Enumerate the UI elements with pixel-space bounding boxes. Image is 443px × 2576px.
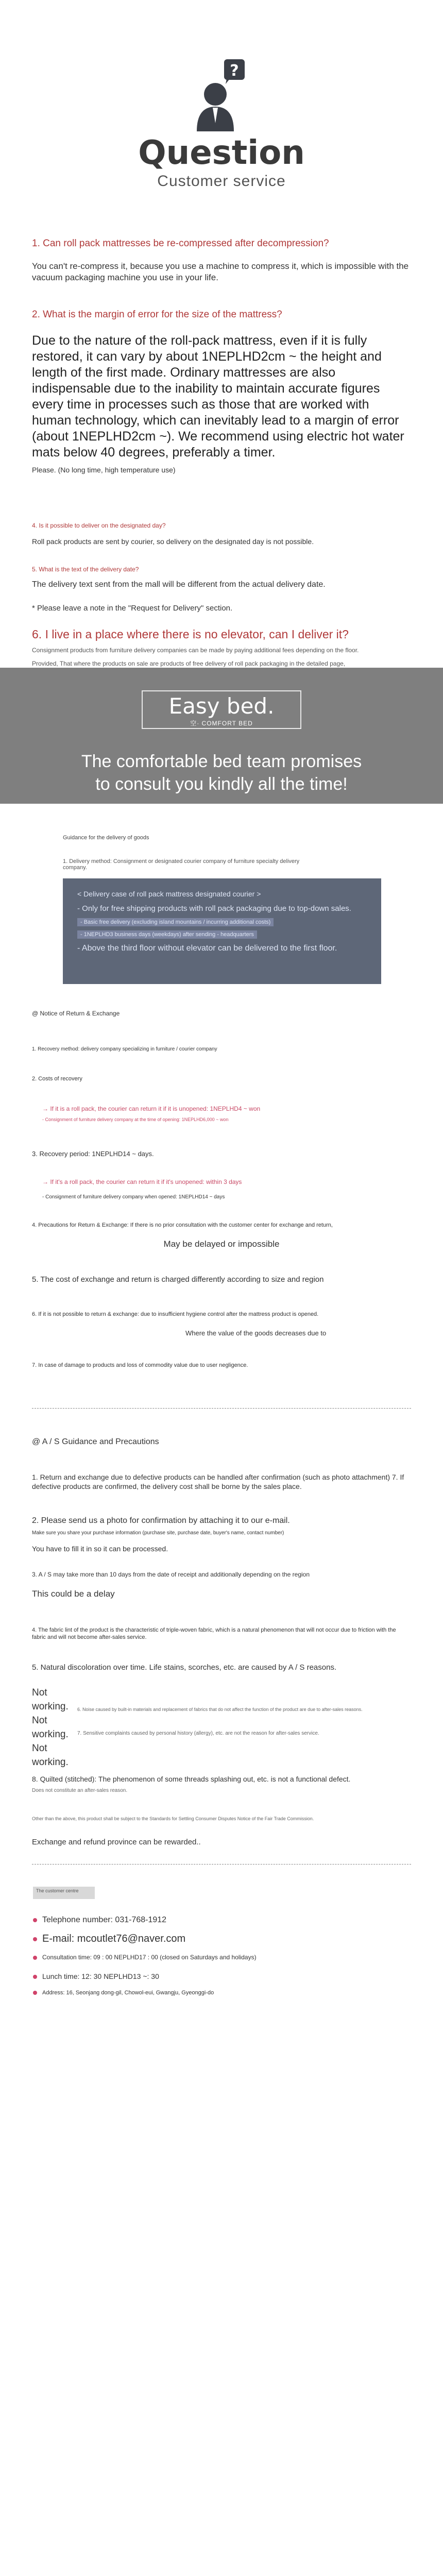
page-title: Question bbox=[138, 134, 305, 172]
faq-question: 2. What is the margin of error for the size of the mattress? bbox=[32, 309, 282, 320]
returns-item: 1. Recovery method: delivery company specializing in furniture / courier company bbox=[32, 1046, 217, 1052]
not-working-text: Not bbox=[32, 1715, 47, 1726]
not-working-text: Not bbox=[32, 1743, 47, 1754]
as-item: Exchange and refund province can be rewarded.. bbox=[32, 1838, 201, 1846]
question-person-icon bbox=[196, 59, 247, 131]
contact-phone bbox=[33, 1916, 166, 1925]
section-divider bbox=[32, 1864, 411, 1865]
returns-item: 4. Precautions for Return & Exchange: If there is no prior consultation with the customer center for exchange and return, bbox=[32, 1222, 333, 1228]
returns-title: @ Notice of Return & Exchange bbox=[32, 1010, 120, 1017]
faq-note: * Please leave a note in the "Request for Delivery" section. bbox=[32, 604, 233, 613]
returns-item: 6. If it is not possible to return & exchange: due to insufficient hygiene control after the mattress product is opened. bbox=[32, 1311, 319, 1317]
brand-subtitle: 空· COMFORT BED bbox=[190, 720, 253, 727]
delivery-method: 1. Delivery method: Consignment or designated courier company of furniture specialty delivery company. bbox=[63, 858, 300, 871]
contact-phone-text: Telephone number: 031-768-1912 bbox=[42, 1916, 167, 1924]
as-item: Does not constitute an after-sales reason. bbox=[32, 1788, 128, 1793]
returns-item: - Consignment of furniture delivery company at the time of opening: 1NEPLHD6,000 ~ won bbox=[42, 1117, 229, 1122]
faq-note: Please. (No long time, high temperature use) bbox=[32, 466, 176, 474]
returns-item: 5. The cost of exchange and return is charged differently according to size and region bbox=[32, 1275, 324, 1284]
bullet-icon bbox=[33, 1956, 37, 1960]
section-divider bbox=[32, 1408, 411, 1409]
delivery-guidance-label: Guidance for the delivery of goods bbox=[63, 835, 149, 841]
banner-line-2: to consult you kindly all the time! bbox=[95, 774, 348, 794]
as-item: 5. Natural discoloration over time. Life stains, scorches, etc. are caused by A / S reasons. bbox=[32, 1663, 337, 1672]
delivery-item: - Only for free shipping products with roll pack packaging due to top-down sales. bbox=[77, 904, 351, 913]
faq-answer: Due to the nature of the roll-pack mattress, even if it is fully restored, it can vary by about 1NEPLHD2cm ~ the height and length of the first made. Ordinary mattresses are also indispensable due to the inability to maintain accurate figures every time in processes such as those that are worked with human technology, which can inevitably lead to a margin of error (about 1NEPLHD2cm ~). We recommend using electric hot water mats below 40 degrees, preferably a timer. bbox=[32, 333, 404, 460]
as-item: 2. Please send us a photo for confirmation by attaching it to our e-mail. bbox=[32, 1516, 290, 1525]
page-subtitle: Customer service bbox=[157, 173, 286, 190]
returns-item: - Consignment of furniture delivery company when opened: 1NEPLHD14 ~ days bbox=[42, 1194, 225, 1200]
customer-center-label: The customer centre bbox=[33, 1887, 95, 1899]
contact-address-text: Address: 16, Seonjang dong-gil, Chowol-eui, Gwangju, Gyeonggi-do bbox=[42, 1990, 214, 1996]
delivery-item: - 1NEPLHD3 business days (weekdays) after sending - headquarters bbox=[77, 930, 257, 939]
faq-answer: You can't re-compress it, because you use a machine to compress it, which is impossible with the vacuum packaging machine you use in your life. bbox=[32, 261, 409, 282]
faq-question: 4. Is it possible to deliver on the designated day? bbox=[32, 522, 166, 529]
returns-item: → If it is a roll pack, the courier can return it if it is unopened: 1NEPLHD4 ~ won bbox=[42, 1105, 261, 1112]
customer-service-header bbox=[0, 0, 443, 190]
as-item: 6. Noise caused by built-in materials and replacement of fabrics that do not affect the function of the product are due to after-sales reasons. bbox=[77, 1707, 363, 1712]
returns-item: 3. Recovery period: 1NEPLHD14 ~ days. bbox=[32, 1150, 154, 1158]
not-working-list bbox=[32, 1686, 69, 1769]
delivery-guidance-box bbox=[63, 878, 381, 984]
banner-line-1: The comfortable bed team promises bbox=[81, 752, 362, 771]
faq-item-4 bbox=[0, 522, 443, 546]
faq-item-2 bbox=[0, 309, 443, 474]
bullet-icon bbox=[33, 1937, 37, 1941]
contact-hours-text: Consultation time: 09 : 00 NEPLHD17 : 00 (closed on Saturdays and holidays) bbox=[42, 1954, 257, 1961]
returns-item: 7. In case of damage to products and loss of commodity value due to user negligence. bbox=[32, 1362, 248, 1368]
as-item: 3. A / S may take more than 10 days from the date of receipt and additionally depending on the region bbox=[32, 1571, 310, 1578]
faq-question: 6. I live in a place where there is no elevator, can I deliver it? bbox=[32, 628, 349, 641]
not-working-text: working. bbox=[32, 1757, 69, 1768]
not-working-text: working. bbox=[32, 1701, 69, 1712]
as-item: You have to fill it in so it can be processed. bbox=[32, 1545, 168, 1553]
not-working-text: Not bbox=[32, 1687, 47, 1698]
svg-text:?: ? bbox=[230, 62, 239, 80]
contact-hours bbox=[33, 1954, 257, 1961]
bullet-icon bbox=[33, 1991, 37, 1995]
returns-item: 2. Costs of recovery bbox=[32, 1076, 82, 1082]
faq-sub: Provided, That where the products on sale are products of free delivery of roll pack packaging in the detailed page, bbox=[32, 660, 346, 667]
faq-sub: Consignment products from furniture delivery companies can be made by paying additional fees depending on the floor. bbox=[32, 647, 359, 654]
faq-answer: The delivery text sent from the mall will be different from the actual delivery date. bbox=[32, 580, 326, 589]
returns-item: → If it's a roll pack, the courier can return it if it's unopened: within 3 days bbox=[42, 1178, 242, 1185]
banner-promise bbox=[0, 750, 443, 795]
as-item: This could be a delay bbox=[32, 1589, 115, 1599]
returns-item: May be delayed or impossible bbox=[163, 1239, 280, 1249]
returns-item: Where the value of the goods decreases due to bbox=[185, 1329, 327, 1337]
contact-address bbox=[33, 1990, 214, 1996]
faq-item-1 bbox=[0, 238, 443, 283]
faq-question: 5. What is the text of the delivery date? bbox=[32, 566, 139, 573]
contact-lunch-text: Lunch time: 12: 30 NEPLHD13 ~: 30 bbox=[42, 1972, 159, 1980]
as-item: Make sure you share your purchase information (purchase site, purchase date, buyer's name, contact number) bbox=[32, 1530, 284, 1536]
as-title: @ A / S Guidance and Precautions bbox=[32, 1437, 159, 1446]
faq-question: 1. Can roll pack mattresses be re-compressed after decompression? bbox=[32, 238, 329, 249]
contact-email-text[interactable]: E-mail: mcoutlet76@naver.com bbox=[42, 1933, 186, 1944]
delivery-box-title: < Delivery case of roll pack mattress designated courier > bbox=[77, 890, 261, 898]
delivery-item: - Basic free delivery (excluding island mountains / incurring additional costs) bbox=[77, 918, 274, 926]
bullet-icon bbox=[33, 1918, 37, 1922]
as-item: 7. Sensitive complaints caused by personal history (allergy), etc. are not the reason for after-sales service. bbox=[77, 1731, 319, 1736]
contact-email[interactable] bbox=[33, 1933, 185, 1945]
faq-item-5 bbox=[0, 566, 443, 613]
as-item: 8. Quilted (stitched): The phenomenon of some threads splashing out, etc. is not a functional defect. bbox=[32, 1775, 351, 1783]
faq-answer: Roll pack products are sent by courier, so delivery on the designated day is not possible. bbox=[32, 537, 314, 546]
contact-lunch bbox=[33, 1972, 159, 1980]
as-item: 1. Return and exchange due to defective products can be handled after confirmation (such as photo attachment) 7. If defective products are confirmed, the delivery cost shall be borne by the sales place. bbox=[32, 1473, 404, 1490]
as-item: 4. The fabric lint of the product is the characteristic of triple-woven fabric, which is a natural phenomenon that will not occur due to friction with the fabric and will not become after-sales service. bbox=[32, 1627, 396, 1640]
not-working-text: working. bbox=[32, 1729, 69, 1740]
delivery-item: - Above the third floor without elevator can be delivered to the first floor. bbox=[77, 944, 337, 953]
brand-name: Easy bed. bbox=[168, 693, 275, 719]
brand-logo bbox=[142, 690, 301, 729]
bullet-icon bbox=[33, 1975, 37, 1979]
as-item: Other than the above, this product shall be subject to the Standards for Settling Consumer Disputes Notice of the Fair Trade Commission. bbox=[32, 1816, 314, 1821]
